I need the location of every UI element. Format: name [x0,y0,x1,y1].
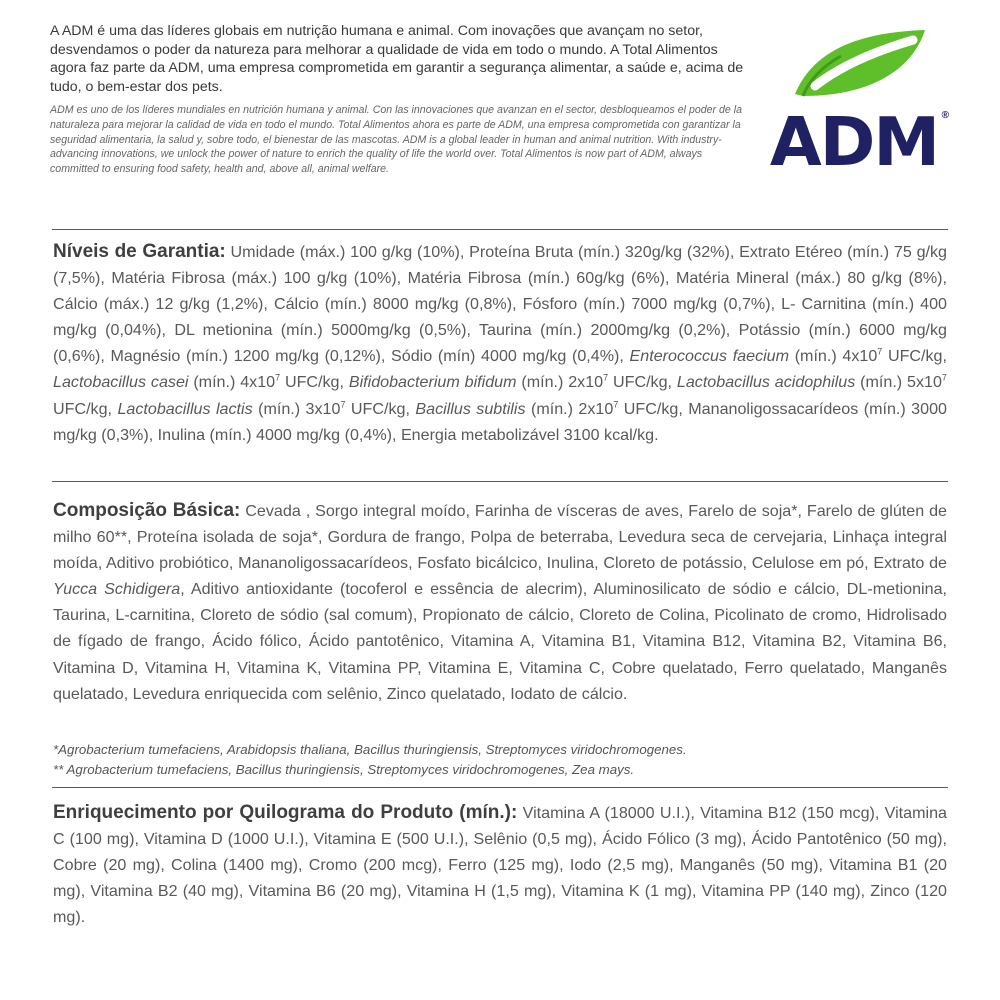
intro-portuguese: A ADM é uma das líderes globais em nutrição humana e animal. Com inovações que avançam no setor, desvendamos o poder da natureza para melhorar a qualidade de vida em todo o mundo. A Total Alimentos agora faz parte da ADM, uma empresa comprometida em garantir a segurança alimentar, a saúde e, acima de tudo, o bem-estar dos pets. [50,23,744,95]
intro-block [50,22,750,176]
logo-wordmark: ADM [769,103,939,181]
leaf-icon [763,24,949,104]
adm-logo [763,24,949,181]
registered-mark: ® [941,110,949,121]
footnote-2: ** Agrobacterium tumefaciens, Bacillus thuringiensis, Streptomyces viridochromogenes, Zea mays. [53,762,635,777]
garantia-heading: Níveis de Garantia: [53,241,226,262]
divider [52,481,948,482]
enriquecimento-section: Enriquecimento por Quilograma do Produto (mín.): Vitamina A (18000 U.I.), Vitamina B12 (150 mcg), Vitamina C (100 mg), Vitamina D (1000 U.I.), Vitamina E (500 U.I.), Selênio (0,5 mg), Ácido Fólico (3 mg), Ácido Pantotênico (50 mg), Cobre (20 mg), Colina (1400 mg), Cromo (200 mcg), Ferro (125 mg), Iodo (2,5 mg), Manganês (50 mg), Vitamina B1 (20 mg), Vitamina B2 (40 mg), Vitamina B6 (20 mg), Vitamina H (1,5 mg), Vitamina K (1 mg), Vitamina PP (140 mg), Zinco (120 mg). [53,802,947,927]
divider [52,229,948,230]
garantia-section: Níveis de Garantia: Umidade (máx.) 100 g/kg (10%), Proteína Bruta (mín.) 320g/kg (32%), Extrato Etéreo (mín.) 75 g/kg (7,5%), Matéria Fibrosa (máx.) 100 g/kg (10%), Matéria Fibrosa (mín.) 60g/kg (6%), Matéria Mineral (máx.) 80 g/kg (8%), Cálcio (máx.) 12 g/kg (1,2%), Cálcio (mín.) 8000 mg/kg (0,8%), Fósforo (mín.) 7000 mg/kg (0,7%), L- Carnitina (mín.) 400 mg/kg (0,04%), DL metionina (mín.) 5000mg/kg (0,5%), Taurina (mín.) 2000mg/kg (0,2%), Potássio (mín.) 6000 mg/kg (0,6%), Magnésio (mín.) 1200 mg/kg (0,12%), Sódio (mín) 4000 mg/kg (0,4%), Enterococcus faecium (mín.) $4x10^7$ UFC/kg, Lactobacillus casei (mín.) $4x10^7$ UFC/kg, Bifidobacterium bifidum (mín.) $2x10^7$ UFC/kg, Lactobacillus acidophilus (mín.) $5x10^7$ UFC/kg, Lactobacillus lactis (mín.) $3x10^7$ UFC/kg, Bacillus subtilis (mín.) $2x10^7$ UFC/kg, Mananoligossacarídeos (mín.) 3000 mg/kg (0,3%), Inulina (mín.) 4000 mg/kg (0,4%), Energia metabolizável 3100 kcal/kg. [53,241,948,444]
divider [52,787,948,788]
enriquecimento-heading: Enriquecimento por Quilograma do Produto (mín.): [53,802,518,823]
composicao-section: Composição Básica: Cevada , Sorgo integral moído, Farinha de vísceras de aves, Farelo de soja*, Farelo de glúten de milho 60**, Proteína isolada de soja*, Gordura de frango, Polpa de beterraba, Levedura seca de cervejaria, Linhaça integral moída, Aditivo probiótico, Mananoligossacarídeos, Fosfato bicálcico, Inulina, Cloreto de potássio, Celulose em pó, Extrato de Yucca Schidigera, Aditivo antioxidante (tocoferol e essência de alecrim), Aluminosilicato de sódio e cálcio, DL-metionina, Taurina, L-carnitina, Cloreto de sódio (sal comum), Propionato de cálcio, Cloreto de Colina, Picolinato de cromo, Hidrolisado de fígado de frango, Ácido fólico, Ácido pantotênico, Vitamina A, Vitamina B1, Vitamina B12, Vitamina B2, Vitamina B6, Vitamina D, Vitamina H, Vitamina K, Vitamina PP, Vitamina E, Vitamina C, Cobre quelatado, Ferro quelatado, Manganês quelatado, Levedura enriquecida com selênio, Zinco quelatado, Iodato de cálcio. [53,500,947,703]
footnote-1: *Agrobacterium tumefaciens, Arabidopsis thaliana, Bacillus thuringiensis, Streptomyces viridochromogenes. [53,742,687,757]
composicao-footnotes [53,740,947,780]
composicao-heading: Composição Básica: [53,500,241,521]
intro-spanish-english: ADM es uno de los líderes mundiales en nutrición humana y animal. Con las innovaciones que avanzan en el sector, desbloqueamos el poder de la naturaleza para mejorar la calidad de vida en todo el mundo. Total Alimentos ahora es parte de ADM, una empresa comprometida con garantizar la seguridad alimentaria, la salud y, sobre todo, el bienestar de las mascotas. ADM is a global leader in human and animal nutrition. With industry-advancing innovations, we unlock the power of nature to enrich the quality of life the world over. Total Alimentos is now part of ADM, always committed to ensuring food safety, health and, above all, animal welfare. [50,104,742,175]
